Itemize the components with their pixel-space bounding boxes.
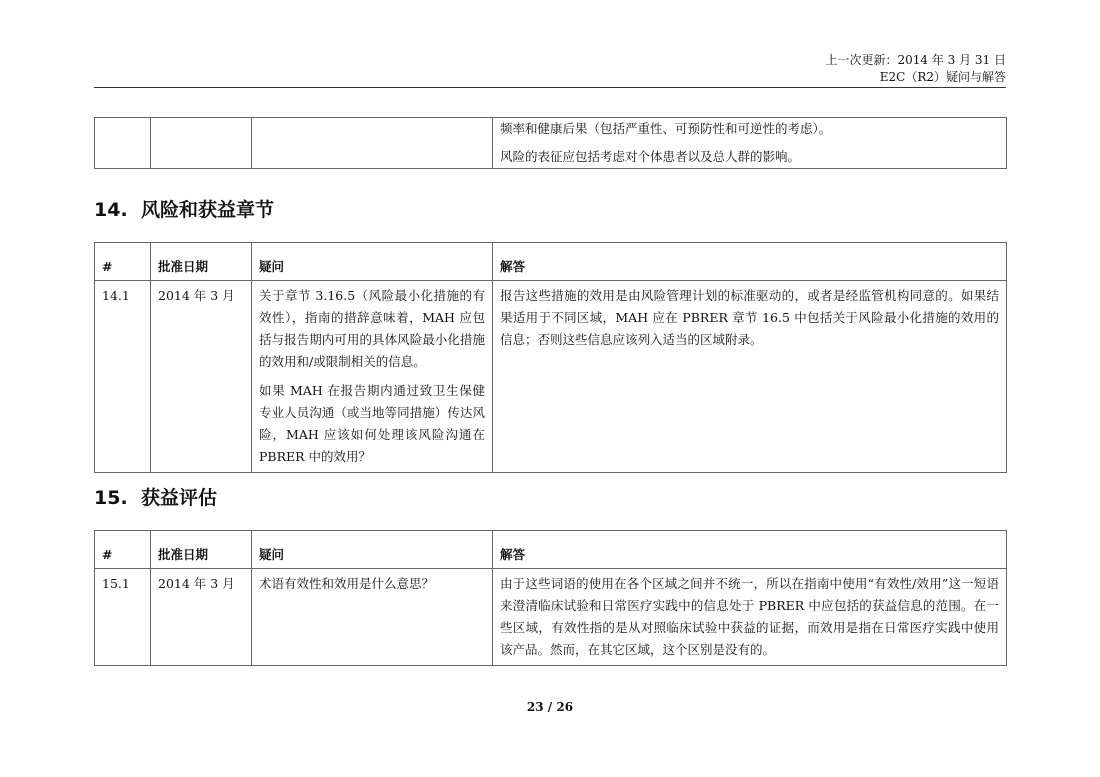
section-number: 14. [94, 199, 128, 221]
section-title: 风险和获益章节 [141, 199, 275, 221]
last-updated-text: 上一次更新：2014 年 3 月 31 日 [825, 53, 1006, 67]
row-question: 术语有效性和效用是什么意思？ [252, 569, 493, 666]
table-cell-answer [493, 118, 1007, 169]
answer-paragraph: 频率和健康后果（包括严重性、可预防性和可逆性的考虑）。 [500, 121, 832, 136]
column-header-date: 批准日期 [151, 531, 252, 569]
column-header-number: # [95, 531, 151, 569]
column-header-question: 疑问 [252, 243, 493, 281]
section14-table [94, 242, 1007, 473]
page-number: 23 / 26 [526, 700, 574, 714]
table-row [95, 118, 1007, 169]
row-id: 14.1 [95, 281, 151, 473]
row-answer: 报告这些措施的效用是由风险管理计划的标准驱动的，或者是经监管机构同意的。如果结果适用于不同区域，MAH 应在 PBRER 章节 16.5 中包括关于风险最小化措施的效用的信息；否则这些信息应该列入适当的区域附录。 [493, 281, 1007, 473]
continued-table [94, 117, 1007, 169]
column-header-answer: 解答 [493, 531, 1007, 569]
column-header-number: # [95, 243, 151, 281]
section15-table [94, 530, 1007, 666]
table-cell-question [252, 118, 493, 169]
question-paragraph: 如果 MAH 在报告期内通过致卫生保健专业人员沟通（或当地等同措施）传达风险，MAH 应该如何处理该风险沟通在 PBRER 中的效用？ [259, 383, 485, 464]
table-cell-date [151, 118, 252, 169]
section-heading-14 [94, 195, 274, 222]
table-cell-id [95, 118, 151, 169]
column-header-question: 疑问 [252, 531, 493, 569]
column-header-answer: 解答 [493, 243, 1007, 281]
header-divider [94, 87, 1006, 88]
section-number: 15. [94, 487, 128, 509]
table-header-row [95, 243, 1007, 281]
column-header-date: 批准日期 [151, 243, 252, 281]
question-paragraph: 关于章节 3.16.5（风险最小化措施的有效性），指南的措辞意味着，MAH 应包括与报告期内可用的具体风险最小化措施的效用和/或限制相关的信息。 [259, 288, 485, 369]
table-row [95, 569, 1007, 666]
answer-paragraph: 风险的表征应包括考虑对个体患者以及总人群的影响。 [500, 149, 801, 164]
row-question [252, 281, 493, 473]
page-header [825, 52, 1006, 86]
table-row [95, 281, 1007, 473]
row-id: 15.1 [95, 569, 151, 666]
row-answer: 由于这些词语的使用在各个区域之间并不统一，所以在指南中使用“有效性/效用”这一短语来澄清临床试验和日常医疗实践中的信息处于 PBRER 中应包括的获益信息的范围。在一些区域，有效性指的是从对照临床试验中获益的证据，而效用是指在日常医疗实践中使用该产品。然而，在其它区域，这个区别是没有的。 [493, 569, 1007, 666]
row-date: 2014 年 3 月 [151, 281, 252, 473]
table-header-row [95, 531, 1007, 569]
section-title: 获益评估 [141, 487, 218, 509]
section-heading-15 [94, 483, 217, 510]
row-date: 2014 年 3 月 [151, 569, 252, 666]
document-title: E2C（R2）疑问与解答 [879, 70, 1006, 84]
